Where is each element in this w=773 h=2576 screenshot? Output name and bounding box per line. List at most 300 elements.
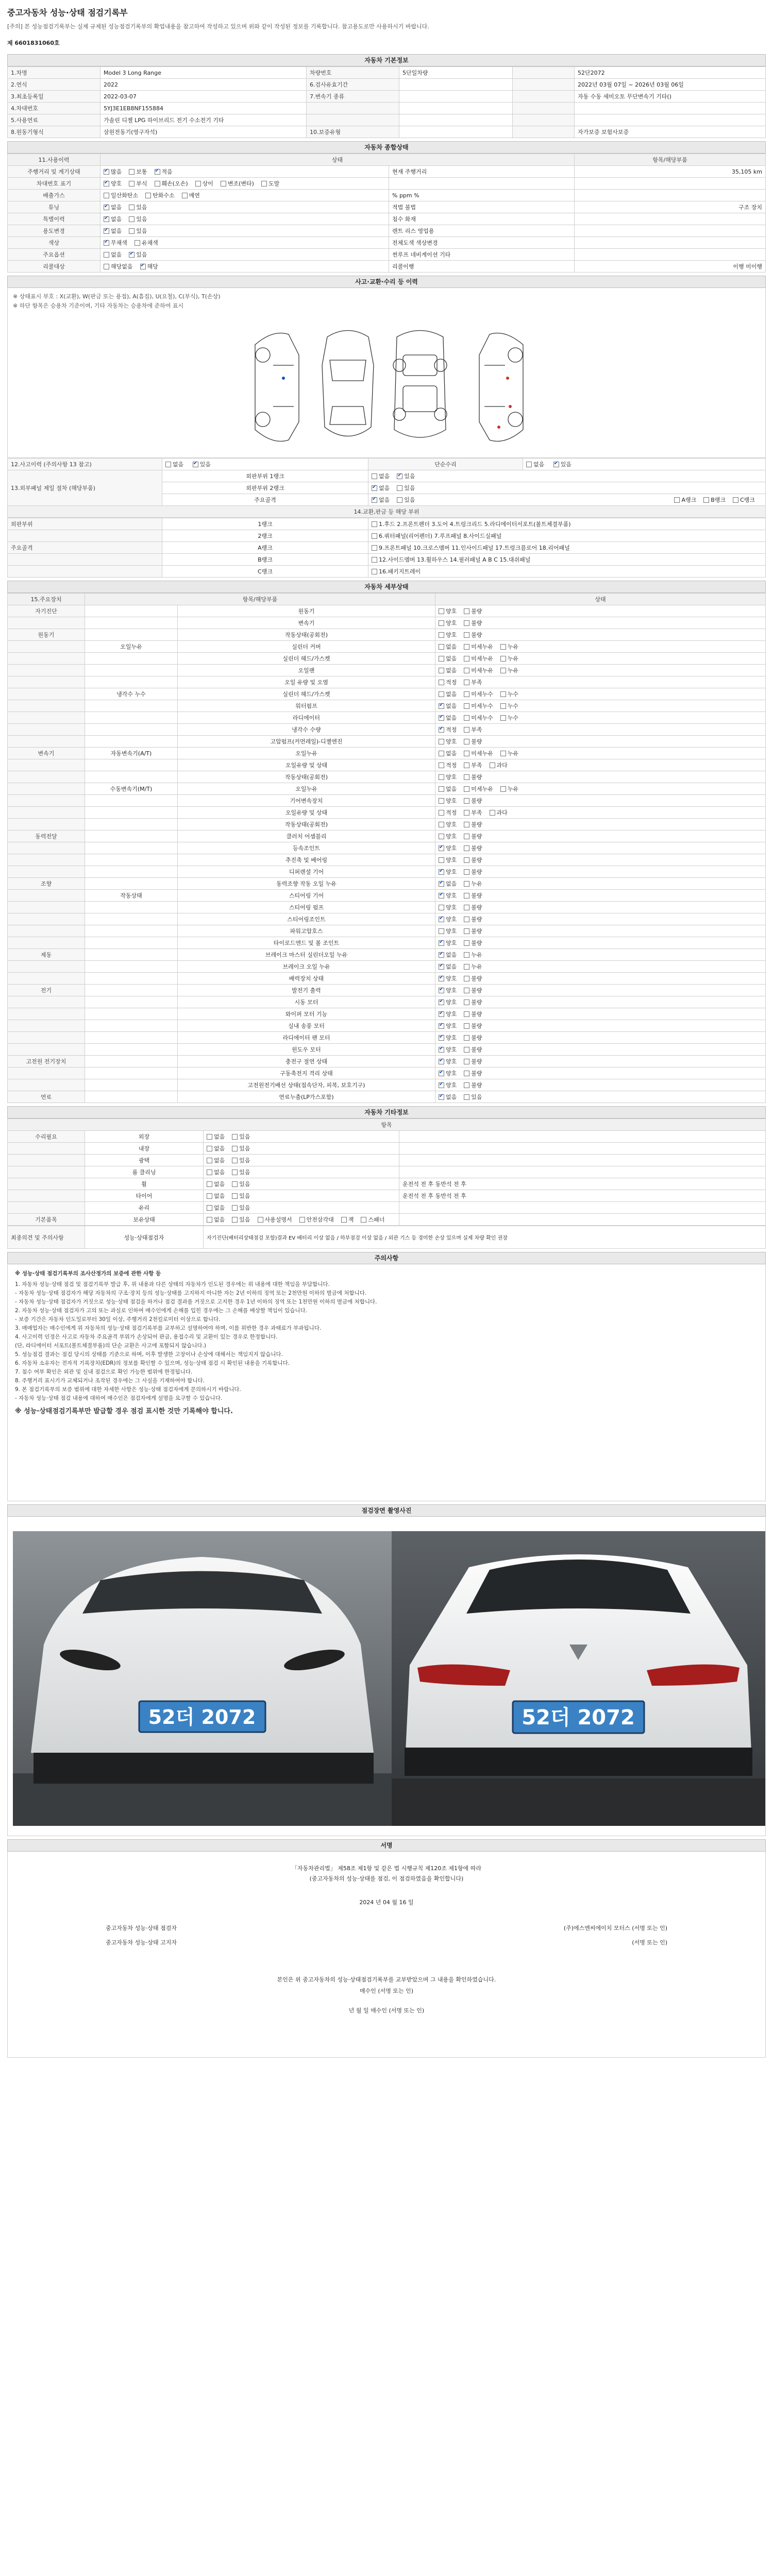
check-rank: B랭크 xyxy=(162,554,368,566)
checkbox[interactable] xyxy=(232,1146,238,1151)
checkbox[interactable] xyxy=(439,822,444,827)
checkbox[interactable] xyxy=(464,834,469,839)
detail-group xyxy=(8,913,85,925)
checkbox[interactable] xyxy=(464,1035,469,1041)
simple-repair-options: 없음 ✔ 있음 xyxy=(523,459,766,470)
checkbox[interactable] xyxy=(104,240,109,246)
checkbox[interactable] xyxy=(439,739,444,744)
checkbox[interactable] xyxy=(258,1217,263,1223)
checkbox[interactable] xyxy=(232,1158,238,1163)
checkbox[interactable] xyxy=(439,917,444,922)
basic-label-2: 차량번호 xyxy=(307,67,399,79)
basic-value: 삼원전동기(영구자석) xyxy=(100,126,307,138)
checkbox[interactable] xyxy=(439,727,444,733)
detail-options xyxy=(435,807,766,819)
general-state-row xyxy=(8,225,766,237)
checkbox[interactable] xyxy=(439,1082,444,1088)
checkbox[interactable] xyxy=(104,205,109,210)
checkbox[interactable] xyxy=(232,1193,238,1199)
checkbox[interactable] xyxy=(439,608,444,614)
detail-state-row xyxy=(8,819,766,831)
checkbox[interactable] xyxy=(135,240,140,246)
checkbox[interactable] xyxy=(464,810,469,816)
checkbox[interactable] xyxy=(464,739,469,744)
detail-item: 원동기 xyxy=(178,605,435,617)
option-label: 없음 xyxy=(214,1169,225,1176)
detail-item: 타이로드엔드 및 볼 조인트 xyxy=(178,937,435,949)
notes-line: 8. 주행거리 표시기가 교체되거나 조작된 경우에는 그 사실을 기재하여야 합니다. xyxy=(15,1378,205,1384)
detail-state-row xyxy=(8,985,766,996)
detail-group xyxy=(8,1008,85,1020)
checkbox[interactable] xyxy=(553,462,559,467)
checkbox[interactable] xyxy=(464,1094,469,1100)
detail-state-table xyxy=(7,593,766,1103)
detail-group xyxy=(8,819,85,831)
detail-col-item: 항목/해당부품 xyxy=(85,594,435,605)
checkbox[interactable] xyxy=(372,485,377,491)
detail-state-row xyxy=(8,1056,766,1067)
exchange-parts-label: 13.외부패널 제일 절차 (해당부품) xyxy=(8,470,162,506)
checkbox[interactable] xyxy=(207,1193,212,1199)
checkbox[interactable] xyxy=(500,644,506,650)
checkbox[interactable] xyxy=(439,1059,444,1064)
checkbox[interactable] xyxy=(182,193,188,198)
detail-state-row xyxy=(8,724,766,736)
checkbox[interactable] xyxy=(464,964,469,970)
detail-item: 작동상태(공회전) xyxy=(178,629,435,641)
checkbox[interactable] xyxy=(439,893,444,899)
detail-subgroup xyxy=(85,973,178,985)
option-label: 불량 xyxy=(471,620,482,626)
checkbox[interactable] xyxy=(464,632,469,638)
other-col-item: 항목 xyxy=(8,1119,766,1131)
detail-item: 동력조향 작동 오일 누유 xyxy=(178,878,435,890)
checkbox[interactable] xyxy=(439,668,444,673)
general-value: 35,105 km xyxy=(575,166,766,178)
other-side xyxy=(399,1202,766,1214)
checkbox[interactable] xyxy=(129,181,135,187)
detail-item: 스티어링 기어 xyxy=(178,890,435,902)
option-label: 변조(변타) xyxy=(227,180,254,187)
other-item: 룸 클리닝 xyxy=(85,1166,204,1178)
checkbox[interactable] xyxy=(299,1217,305,1223)
other-item: 외장 xyxy=(85,1131,204,1143)
checkbox[interactable] xyxy=(439,845,444,851)
option-label: 미세누유 xyxy=(471,643,493,650)
basic-value: Model 3 Long Range xyxy=(100,67,307,79)
checkbox[interactable] xyxy=(464,1023,469,1029)
check-group xyxy=(8,530,162,542)
detail-subgroup: 자동변속기(A/T) xyxy=(85,748,178,759)
checkbox[interactable] xyxy=(140,264,146,269)
checkbox[interactable] xyxy=(129,205,135,210)
checkbox[interactable] xyxy=(464,869,469,875)
detail-subgroup xyxy=(85,937,178,949)
checkbox[interactable] xyxy=(439,703,444,709)
basic-info-row xyxy=(8,67,766,79)
checkbox[interactable] xyxy=(439,656,444,662)
checkbox[interactable] xyxy=(104,264,109,269)
checkbox[interactable] xyxy=(500,751,506,756)
checkbox[interactable] xyxy=(129,169,135,175)
basic-value-2 xyxy=(399,126,513,138)
general-value xyxy=(575,225,766,237)
basic-info-row xyxy=(8,126,766,138)
option-label: 양호 xyxy=(446,1082,457,1089)
checkbox[interactable] xyxy=(104,169,109,175)
checkbox[interactable] xyxy=(221,181,226,187)
checkbox[interactable] xyxy=(207,1205,212,1211)
checkbox[interactable] xyxy=(439,976,444,981)
checkbox[interactable] xyxy=(129,228,135,234)
checkbox[interactable] xyxy=(439,1047,444,1053)
option-label: 있음 xyxy=(471,1094,482,1100)
option-label: 있음 xyxy=(136,216,147,223)
checkbox[interactable] xyxy=(439,751,444,756)
option-label: 있음 xyxy=(136,228,147,234)
detail-subgroup xyxy=(85,913,178,925)
checkbox[interactable] xyxy=(397,497,402,503)
option-label: 불량 xyxy=(471,940,482,946)
detail-state-row xyxy=(8,629,766,641)
detail-state-row xyxy=(8,1020,766,1032)
other-item: 보유상태 xyxy=(85,1214,204,1226)
checkbox[interactable] xyxy=(464,774,469,780)
option-label: 부식 xyxy=(136,180,147,187)
other-item: 유리 xyxy=(85,1202,204,1214)
checkbox[interactable] xyxy=(439,905,444,910)
checkbox[interactable] xyxy=(464,988,469,993)
checkbox[interactable] xyxy=(439,715,444,721)
checkbox[interactable] xyxy=(207,1217,212,1223)
option-label: 불량 xyxy=(471,892,482,899)
checkbox[interactable] xyxy=(372,521,377,527)
option-label: 누유 xyxy=(471,952,482,958)
option-label: 부족 xyxy=(471,809,482,816)
checkbox[interactable] xyxy=(439,928,444,934)
checkbox[interactable] xyxy=(372,557,377,563)
checkbox[interactable] xyxy=(232,1217,238,1223)
other-side xyxy=(399,1214,766,1226)
detail-state-row xyxy=(8,1091,766,1103)
inspector-role: 중고자동차 성능·상태 점검자 xyxy=(106,1925,177,1931)
checkbox[interactable] xyxy=(464,952,469,958)
checkbox[interactable] xyxy=(372,497,377,503)
option-label: 양호 xyxy=(446,833,457,840)
checkbox[interactable] xyxy=(464,727,469,733)
notes-line: 6. 자동차 소유자는 전자적 기록장치(EDR)의 정보를 확인할 수 있으며, 성능·상태 점검 시 확인된 내용을 기록합니다. xyxy=(15,1360,290,1366)
checkbox[interactable] xyxy=(439,632,444,638)
general-label: 특별이력 xyxy=(8,213,100,225)
general-state-row xyxy=(8,178,766,190)
checkbox[interactable] xyxy=(500,786,506,792)
option-label: 있음 xyxy=(239,1216,250,1223)
checkbox[interactable] xyxy=(232,1181,238,1187)
checkbox[interactable] xyxy=(207,1158,212,1163)
checkbox[interactable] xyxy=(232,1134,238,1140)
option-label: 사용설명서 xyxy=(264,1216,292,1223)
notes-line: 4. 사고이력 인정은 사고로 자동차 주요골격 부위가 손상되어 판금, 용접수리 및 교환이 있는 경우로 한정합니다. xyxy=(15,1334,278,1340)
detail-item: 실린더 헤드/가스켓 xyxy=(178,688,435,700)
checkbox[interactable] xyxy=(500,691,506,697)
checkbox[interactable] xyxy=(464,976,469,981)
checkbox[interactable] xyxy=(104,228,109,234)
option-label: 양호 xyxy=(446,940,457,946)
detail-subgroup xyxy=(85,665,178,676)
option-label: 불량 xyxy=(471,1070,482,1077)
checkbox[interactable] xyxy=(464,680,469,685)
checkbox[interactable] xyxy=(397,485,402,491)
checkbox[interactable] xyxy=(439,881,444,887)
basic-label-3 xyxy=(513,126,575,138)
checkbox[interactable] xyxy=(464,786,469,792)
checkbox[interactable] xyxy=(439,999,444,1005)
detail-state-row xyxy=(8,676,766,688)
other-options xyxy=(204,1131,399,1143)
checkbox[interactable] xyxy=(464,1071,469,1076)
detail-options xyxy=(435,996,766,1008)
checkbox[interactable] xyxy=(439,620,444,626)
checkbox[interactable] xyxy=(464,999,469,1005)
checkbox[interactable] xyxy=(129,252,135,258)
detail-group xyxy=(8,925,85,937)
checkbox[interactable] xyxy=(372,545,377,551)
option-label: 양호 xyxy=(446,999,457,1006)
checkbox[interactable] xyxy=(372,533,377,539)
detail-options xyxy=(435,712,766,724)
checkbox[interactable] xyxy=(439,964,444,970)
option-label: 많음 xyxy=(111,168,122,175)
detail-state-row xyxy=(8,617,766,629)
option-label: 불량 xyxy=(471,869,482,875)
detail-item: 라디에이터 xyxy=(178,712,435,724)
checkbox[interactable] xyxy=(439,1023,444,1029)
checkbox[interactable] xyxy=(464,608,469,614)
checkbox[interactable] xyxy=(207,1170,212,1175)
option-label: 없음 xyxy=(446,703,457,709)
general-options xyxy=(100,261,389,273)
checkbox[interactable] xyxy=(372,473,377,479)
detail-options xyxy=(435,1020,766,1032)
checkbox[interactable] xyxy=(464,845,469,851)
checkbox[interactable] xyxy=(104,193,109,198)
checkbox[interactable] xyxy=(439,798,444,804)
checkbox[interactable] xyxy=(397,473,402,479)
checkbox[interactable] xyxy=(145,193,151,198)
basic-info-row xyxy=(8,103,766,114)
checkbox[interactable] xyxy=(464,1011,469,1017)
detail-item: 윈도우 모터 xyxy=(178,1044,435,1056)
detail-item: 등속조인트 xyxy=(178,842,435,854)
general-state-row xyxy=(8,190,766,201)
checkbox[interactable] xyxy=(104,216,109,222)
detail-item: 발전기 출력 xyxy=(178,985,435,996)
checkbox[interactable] xyxy=(464,620,469,626)
checkbox[interactable] xyxy=(372,569,377,574)
checkbox[interactable] xyxy=(464,644,469,650)
checkbox[interactable] xyxy=(207,1181,212,1187)
checkbox[interactable] xyxy=(464,881,469,887)
photos-header: 점검장면 촬영사진 xyxy=(7,1504,766,1517)
checkbox[interactable] xyxy=(490,810,495,816)
signature-area xyxy=(7,1852,766,2058)
general-extra: 적법 불법 xyxy=(389,201,575,213)
checkbox[interactable] xyxy=(464,1082,469,1088)
other-item: 타이어 xyxy=(85,1190,204,1202)
basic-value-3: 자동 수동 세미오토 무단변속기 기타() xyxy=(575,91,766,103)
checkbox[interactable] xyxy=(439,1035,444,1041)
detail-subgroup xyxy=(85,700,178,712)
option-label: 없음 xyxy=(111,228,122,234)
simple-repair-label: 단순수리 xyxy=(368,459,523,470)
final-opinion-label: 최종의견 및 주의사항 xyxy=(8,1226,85,1249)
rear-photo xyxy=(392,1531,765,1826)
other-group xyxy=(8,1178,85,1190)
checkbox[interactable] xyxy=(439,762,444,768)
checkbox[interactable] xyxy=(232,1170,238,1175)
checkbox[interactable] xyxy=(341,1217,347,1223)
detail-state-row xyxy=(8,641,766,653)
option-label: 부족 xyxy=(471,726,482,733)
check-parts-row xyxy=(8,566,766,578)
basic-value-2 xyxy=(399,79,513,91)
basic-value-3 xyxy=(575,103,766,114)
detail-group xyxy=(8,617,85,629)
checkbox[interactable] xyxy=(464,1047,469,1053)
checkbox[interactable] xyxy=(155,181,160,187)
other-group xyxy=(8,1166,85,1178)
checkbox[interactable] xyxy=(464,940,469,946)
checkbox[interactable] xyxy=(464,822,469,827)
general-options xyxy=(100,201,389,213)
checkbox[interactable] xyxy=(733,497,738,503)
general-value: 이행 미이행 xyxy=(575,261,766,273)
checkbox[interactable] xyxy=(207,1146,212,1151)
checkbox[interactable] xyxy=(464,656,469,662)
checkbox[interactable] xyxy=(439,774,444,780)
checkbox[interactable] xyxy=(195,181,201,187)
checkbox[interactable] xyxy=(361,1217,366,1223)
checkbox[interactable] xyxy=(464,893,469,899)
detail-item: 충전구 절연 상태 xyxy=(178,1056,435,1067)
checkbox[interactable] xyxy=(464,703,469,709)
checkbox[interactable] xyxy=(464,691,469,697)
general-state-table xyxy=(7,154,766,273)
checkbox[interactable] xyxy=(703,497,709,503)
option-label: 도말 xyxy=(268,180,280,187)
checkbox[interactable] xyxy=(129,216,135,222)
checkbox[interactable] xyxy=(439,644,444,650)
general-label: 차대번호 표기 xyxy=(8,178,100,190)
detail-col-device: 15.주요장치 xyxy=(8,594,85,605)
checkbox[interactable] xyxy=(261,181,267,187)
checkbox[interactable] xyxy=(500,715,506,721)
checkbox[interactable] xyxy=(464,668,469,673)
checkbox[interactable] xyxy=(207,1134,212,1140)
checkbox[interactable] xyxy=(439,1011,444,1017)
checkbox[interactable] xyxy=(464,917,469,922)
checkbox[interactable] xyxy=(439,834,444,839)
checkbox[interactable] xyxy=(439,869,444,875)
option-label: 없음 xyxy=(111,216,122,223)
checkbox[interactable] xyxy=(500,656,506,662)
checkbox[interactable] xyxy=(439,952,444,958)
detail-item: 변속기 xyxy=(178,617,435,629)
option-label: 없음 xyxy=(446,880,457,887)
check-parts-row xyxy=(8,518,766,530)
checkbox[interactable] xyxy=(490,762,495,768)
checkbox[interactable] xyxy=(104,181,109,187)
basic-label: 3.최초등록일 xyxy=(8,91,100,103)
basic-info-row xyxy=(8,114,766,126)
option-label: 해당 xyxy=(147,263,158,270)
checkbox[interactable] xyxy=(500,668,506,673)
checkbox[interactable] xyxy=(464,762,469,768)
detail-subgroup xyxy=(85,878,178,890)
checkbox[interactable] xyxy=(439,786,444,792)
diagram-legend-note: ※ 하단 항목은 승용차 기준이며, 기타 자동차는 승용차에 준하여 표시 xyxy=(13,302,184,309)
checkbox[interactable] xyxy=(464,798,469,804)
checkbox[interactable] xyxy=(193,462,198,467)
detail-group xyxy=(8,783,85,795)
detail-group xyxy=(8,688,85,700)
checkbox[interactable] xyxy=(464,905,469,910)
checkbox[interactable] xyxy=(674,497,680,503)
checkbox[interactable] xyxy=(439,1094,444,1100)
checkbox[interactable] xyxy=(439,691,444,697)
detail-state-header: 자동차 세부상태 xyxy=(7,581,766,593)
notes-line: - 자동차 성능·상태 점검 내용에 대하여 매수인은 점검자에게 설명을 요구할 수 있습니다. xyxy=(15,1395,223,1401)
option-label: 미세누유 xyxy=(471,786,493,792)
checkbox[interactable] xyxy=(439,1071,444,1076)
detail-state-row xyxy=(8,665,766,676)
detail-subgroup xyxy=(85,724,178,736)
basic-value: 2022 xyxy=(100,79,307,91)
check-items: 12.사이드멤버 13.휠하우스 14.필러패널 A B C 15.대쉬패널 xyxy=(368,554,766,566)
checkbox[interactable] xyxy=(464,928,469,934)
checkbox[interactable] xyxy=(464,857,469,863)
detail-subgroup xyxy=(85,866,178,878)
checkbox[interactable] xyxy=(464,751,469,756)
checkbox[interactable] xyxy=(439,940,444,946)
checkbox[interactable] xyxy=(464,715,469,721)
checkbox[interactable] xyxy=(439,680,444,685)
checkbox[interactable] xyxy=(232,1205,238,1211)
option-label: 불량 xyxy=(471,987,482,994)
checkbox[interactable] xyxy=(439,857,444,863)
checkbox[interactable] xyxy=(165,462,171,467)
check-group xyxy=(8,566,162,578)
checkbox[interactable] xyxy=(439,810,444,816)
checkbox[interactable] xyxy=(526,462,532,467)
detail-options xyxy=(435,973,766,985)
detail-group xyxy=(8,807,85,819)
other-options xyxy=(204,1166,399,1178)
option-label: 없음 xyxy=(214,1181,225,1188)
checkbox[interactable] xyxy=(464,1059,469,1064)
checkbox[interactable] xyxy=(439,988,444,993)
checkbox[interactable] xyxy=(500,703,506,709)
checkbox[interactable] xyxy=(155,169,160,175)
general-state-row xyxy=(8,213,766,225)
detail-state-row xyxy=(8,700,766,712)
other-item: 광택 xyxy=(85,1155,204,1166)
detail-item: 시동 모터 xyxy=(178,996,435,1008)
checkbox[interactable] xyxy=(104,252,109,258)
notes-line: - 자동차 성능·상태 점검자가 거짓으로 성능·상태 점검을 하거나 점검 결과를 거짓으로 고지한 경우 1년 이하의 징역 또는 1천만원 이하의 벌금에 처합니다. xyxy=(15,1299,377,1305)
check-parts-header: 14.교환,판금 등 해당 부위 xyxy=(8,506,766,518)
basic-value-3: 52단2072 xyxy=(575,67,766,79)
